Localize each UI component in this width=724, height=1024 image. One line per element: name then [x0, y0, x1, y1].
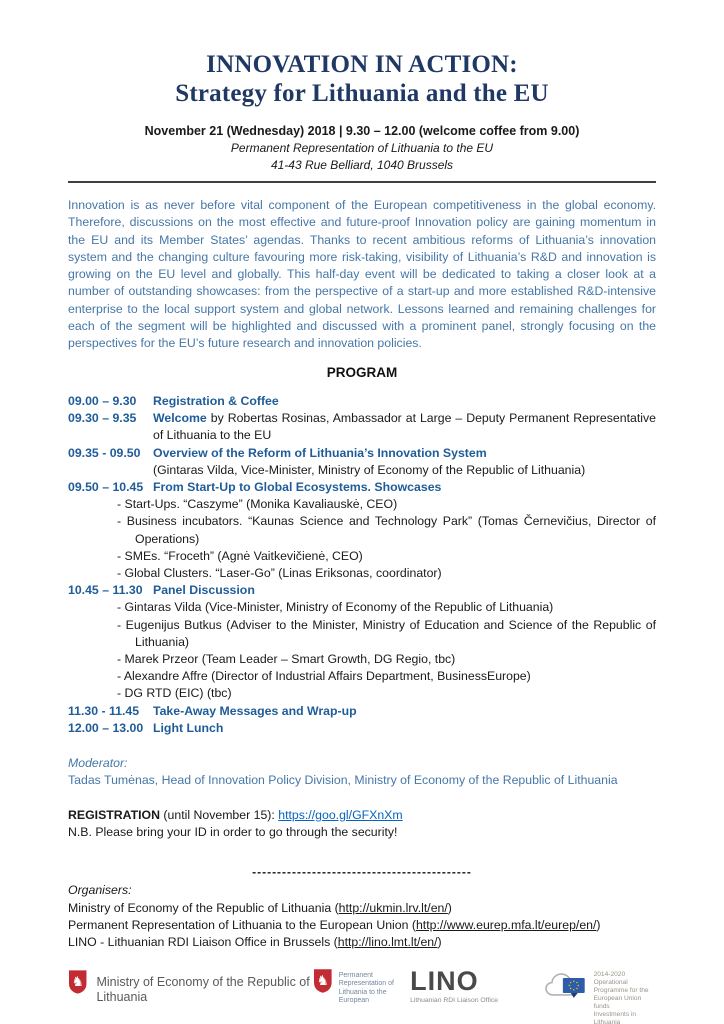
- program-entry: [68, 703, 656, 720]
- lino-wordmark: LINO: [410, 965, 479, 996]
- eu-funds-line: Investments in Lithuania: [593, 1010, 637, 1024]
- organiser-link[interactable]: http://lino.lmt.lt/en/: [337, 935, 438, 950]
- organiser-item: [68, 917, 656, 934]
- program-entry-time: 09.30 – 9.35: [68, 411, 137, 426]
- organiser-text: Permanent Representation of Lithuania to the European Union (: [68, 918, 416, 933]
- moderator-name: Tadas Tumėnas, Head of Innovation Policy Division, Ministry of Economy of the Republic of Lithuania: [68, 773, 618, 788]
- event-meta: [68, 123, 656, 174]
- logo-ministry-economy: [68, 966, 313, 1005]
- program-entry-time: 09.35 - 09.50: [68, 445, 141, 460]
- program-sub-item: (Gintaras Vilda, Vice-Minister, Ministry of Economy of the Republic of Lithuania): [153, 462, 586, 477]
- program-heading: PROGRAM: [326, 364, 398, 380]
- program-entry-title: Registration & Coffee: [153, 393, 279, 408]
- organiser-text: ): [447, 900, 452, 915]
- event-address: 41-43 Rue Belliard, 1040 Brussels: [270, 158, 454, 172]
- program-entry: [68, 393, 656, 410]
- program-entry-title: Take-Away Messages and Wrap-up: [153, 703, 357, 718]
- lithuania-coat-of-arms-icon: [313, 966, 333, 996]
- organiser-item: [68, 934, 656, 951]
- organiser-item: [68, 900, 656, 917]
- program-entry-title: Light Lunch: [153, 720, 224, 735]
- eu-funds-text: [594, 966, 656, 1024]
- program-entry: [68, 445, 656, 462]
- program-entry-title: Overview of the Reform of Lithuania’s Innovation System: [153, 445, 487, 460]
- organiser-text: ): [437, 935, 442, 950]
- organisers-section: [68, 882, 656, 952]
- registration-label: REGISTRATION: [68, 807, 160, 822]
- program-sub-item: - SMEs. “Froceth” (Agnė Vaitkevičienė, CEO): [117, 548, 363, 563]
- event-venue: Permanent Representation of Lithuania to the EU: [230, 141, 494, 155]
- program-entry-time: 09.50 – 10.45: [68, 479, 144, 494]
- organiser-link[interactable]: http://www.eurep.mfa.lt/eurep/en/: [415, 918, 597, 933]
- organiser-link[interactable]: http://ukmin.lrv.lt/en/: [338, 900, 448, 915]
- moderator-label: Moderator:: [68, 756, 128, 771]
- program-sub-item: - DG RTD (EIC) (tbc): [117, 686, 232, 701]
- intro-paragraph: Innovation is as never before vital component of the European competitiveness in the global economy. Therefore, discussions on the most effective and future-proof Innovation policy are gaining momentum in the EU and its Member States’ agendas. Thanks to recent ambitious reforms of Lithuania’s innovation system and the changing culture favouring more risk-taking, visibility of Lithuania’s R&D and innovation is growing on the EU level and globally. This half-day event will be dedicated to taking a closer look at a number of outstanding showcases: from the perspective of a start-up and more established R&D-intensive enterprise to the local support system and global network. Lessons learned and remaining challenges for each of the segment will be highlighted and discussed with a prominent panel, strongly focusing on the perspectives for the EU’s future research and innovation policies.: [68, 198, 656, 351]
- organisers-list: [68, 900, 656, 952]
- svg-text:♞: ♞: [316, 972, 330, 989]
- program-list: [68, 393, 656, 737]
- program-sub-item: - Eugenijus Butkus (Adviser to the Minister, Ministry of Education and Science of the Republic of Lithuania): [117, 617, 656, 649]
- event-datetime: November 21 (Wednesday) 2018 | 9.30 – 12.00 (welcome coffee from 9.00): [144, 124, 580, 138]
- program-entry-time: 12.00 – 13.00: [68, 720, 144, 735]
- program-entry: [68, 582, 656, 599]
- eu-funds-line: Programme for the: [593, 986, 649, 994]
- eu-funds-line: European Union funds: [593, 994, 642, 1010]
- program-entry: [68, 410, 656, 444]
- title-line-2: Strategy for Lithuania and the EU: [175, 80, 549, 107]
- program-entry-title: Welcome: [153, 411, 207, 426]
- header-divider: [68, 181, 656, 183]
- organisers-label: Organisers:: [68, 883, 132, 898]
- registration-link[interactable]: https://goo.gl/GFXnXm: [278, 807, 403, 822]
- program-sub-item: - Business incubators. “Kaunas Science and Technology Park” (Tomas Černevičius, Director of Operations): [117, 514, 656, 546]
- logo-lino: [410, 966, 516, 1004]
- eu-funds-line: 2014-2020 Operational: [593, 970, 628, 986]
- program-sub-item: - Gintaras Vilda (Vice-Minister, Ministry of Economy of the Republic of Lithuania): [117, 600, 554, 615]
- logo-eu-funds: [544, 966, 656, 1024]
- permrep-line: Representation of: [338, 980, 394, 988]
- program-entry-time: 09.00 – 9.30: [68, 393, 137, 408]
- lino-subtitle: Lithuanian RDI Liaison Office: [410, 996, 499, 1004]
- ministry-logo-text: Ministry of Economy of the Republic of Lithuania: [96, 974, 310, 1004]
- registration-note: N.B. Please bring your ID in order to go through the security!: [68, 824, 398, 839]
- registration-line: [68, 807, 656, 824]
- moderator-section: [68, 755, 656, 790]
- page-title: [68, 50, 656, 108]
- registration-section: [68, 807, 656, 842]
- program-entry-title: From Start-Up to Global Ecosystems. Showcases: [153, 479, 442, 494]
- eu-funds-cloud-icon: [544, 966, 590, 1006]
- registration-middle: (until November 15):: [160, 807, 279, 822]
- program-sub-item: - Alexandre Affre (Director of Industrial Affairs Department, BusinessEurope): [117, 669, 531, 684]
- permrep-line: Lithuania to the European: [338, 988, 387, 1005]
- program-entry-detail: by Robertas Rosinas, Ambassador at Large – Deputy Permanent Representative of Lithuania to the EU: [153, 411, 656, 443]
- program-entry-title: Panel Discussion: [153, 583, 255, 598]
- program-sub-item: - Start-Ups. “Caszyme” (Monika Kavaliauskė, CEO): [117, 497, 398, 512]
- organiser-text: LINO - Lithuanian RDI Liaison Office in Brussels (: [68, 935, 338, 950]
- permrep-logo-text: [339, 966, 410, 1006]
- footer-logos: [68, 966, 656, 1024]
- dashed-separator: --------------------------------------------: [252, 865, 472, 880]
- lithuania-coat-of-arms-icon: [68, 966, 87, 998]
- organiser-text: ): [596, 918, 601, 933]
- program-entry: [68, 720, 656, 737]
- organiser-text: Ministry of Economy of the Republic of Lithuania (: [68, 900, 339, 915]
- program-entry: [68, 479, 656, 496]
- program-sub-item: - Global Clusters. “Laser-Go” (Linas Eriksonas, coordinator): [117, 566, 442, 580]
- svg-text:♞: ♞: [71, 973, 84, 990]
- permrep-line: Permanent: [338, 971, 373, 979]
- program-sub-item: - Marek Przeor (Team Leader – Smart Growth, DG Regio, tbc): [117, 652, 456, 667]
- program-entry-time: 11.30 - 11.45: [68, 703, 140, 718]
- title-line-1: INNOVATION IN ACTION:: [206, 51, 518, 78]
- logo-permanent-representation: [313, 966, 410, 1006]
- program-entry-time: 10.45 – 11.30: [68, 583, 143, 598]
